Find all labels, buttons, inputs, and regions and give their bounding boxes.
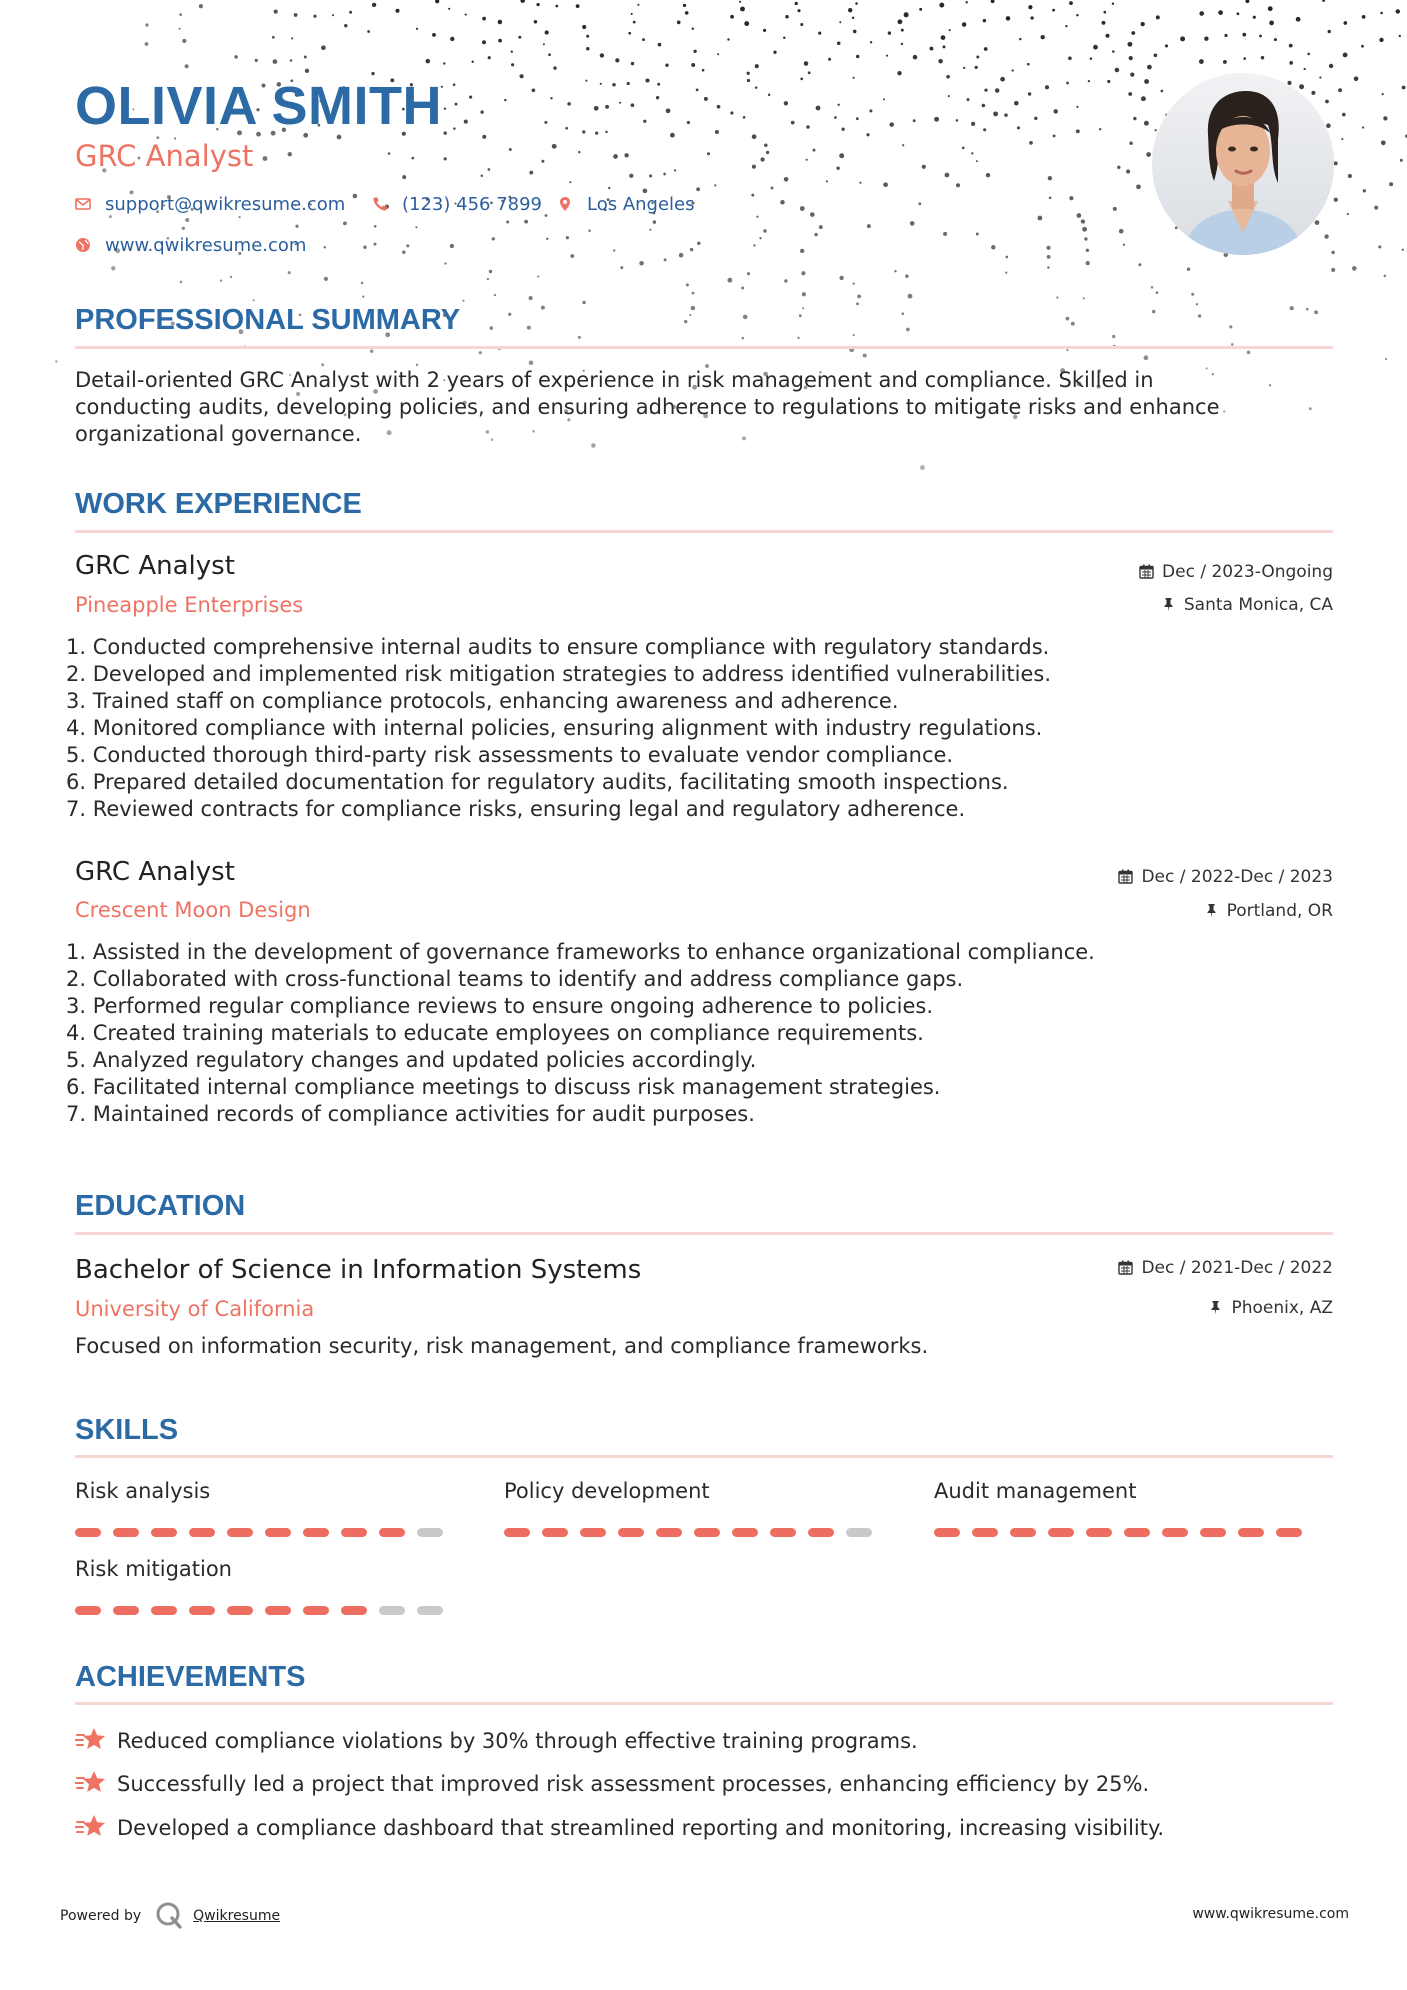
powered-by-label: Powered by xyxy=(60,1908,142,1924)
pushpin-icon xyxy=(1208,1300,1223,1315)
summary-line: Detail-oriented GRC Analyst with 2 years of experience in risk management and compliance. Skilled in xyxy=(75,368,1154,392)
phone-icon xyxy=(372,196,388,212)
achievement-text: Successfully led a project that improved risk assessment processes, enhancing efficiency by 25%. xyxy=(117,1772,1150,1796)
star-icon xyxy=(75,1813,107,1841)
list-item: 4. Monitored compliance with internal policies, ensuring alignment with industry regulations. xyxy=(66,716,1043,740)
education-location-text: Phoenix, AZ xyxy=(1231,1298,1333,1318)
achievements-divider xyxy=(75,1702,1333,1705)
skill-segment-filled xyxy=(75,1606,101,1615)
skill-name: Risk analysis xyxy=(75,1479,211,1503)
list-item: 6. Facilitated internal compliance meetings to discuss risk management strategies. xyxy=(66,1075,941,1099)
skill-segment-filled xyxy=(189,1528,215,1537)
summary-line: organizational governance. xyxy=(75,422,362,446)
skill-name: Risk mitigation xyxy=(75,1557,232,1581)
job-location-text: Santa Monica, CA xyxy=(1183,595,1333,615)
skill-segment-filled xyxy=(227,1528,253,1537)
skill-segment-filled xyxy=(341,1606,367,1615)
pushpin-icon xyxy=(1204,903,1219,918)
job-location xyxy=(1161,594,1333,616)
skill-level-bar xyxy=(934,1528,1302,1537)
qwikresume-brand-link[interactable]: Qwikresume xyxy=(193,1908,281,1924)
skill-segment-filled xyxy=(656,1528,682,1537)
list-item: 1. Conducted comprehensive internal audits to ensure compliance with regulatory standards. xyxy=(66,635,1050,659)
skill-level-bar xyxy=(504,1528,872,1537)
achievement-text: Reduced compliance violations by 30% through effective training programs. xyxy=(117,1729,918,1753)
skill-segment-filled xyxy=(542,1528,568,1537)
achievement-item xyxy=(75,1769,1149,1798)
skill-segment-filled xyxy=(151,1606,177,1615)
star-icon xyxy=(75,1726,107,1754)
job-bullets xyxy=(66,634,1051,823)
skill-segment-filled xyxy=(1048,1528,1074,1537)
list-item: 6. Prepared detailed documentation for regulatory audits, facilitating smooth inspections. xyxy=(66,770,1009,794)
job-company: Pineapple Enterprises xyxy=(75,593,304,617)
calendar-icon xyxy=(1118,869,1133,884)
job-bullets xyxy=(66,939,1095,1128)
achievement-text: Developed a compliance dashboard that streamlined reporting and monitoring, increasing visibility. xyxy=(117,1816,1165,1840)
skill-segment-filled xyxy=(1010,1528,1036,1537)
skill-segment-filled xyxy=(227,1606,253,1615)
list-item: 1. Assisted in the development of governance frameworks to enhance organizational compliance. xyxy=(66,940,1095,964)
education-description: Focused on information security, risk management, and compliance frameworks. xyxy=(75,1334,929,1358)
qwikresume-logo-icon xyxy=(155,1901,183,1929)
skill-segment-filled xyxy=(504,1528,530,1537)
candidate-role: GRC Analyst xyxy=(75,139,254,173)
skill-segment-empty xyxy=(846,1528,872,1537)
achievements-title: ACHIEVEMENTS xyxy=(75,1661,306,1693)
list-item: 3. Trained staff on compliance protocols, enhancing awareness and adherence. xyxy=(66,689,899,713)
experience-title: WORK EXPERIENCE xyxy=(75,488,362,520)
contact-website[interactable] xyxy=(75,234,306,258)
contact-website-text: www.qwikresume.com xyxy=(105,235,307,256)
profile-photo xyxy=(1152,73,1334,255)
envelope-icon xyxy=(75,196,91,212)
education-divider xyxy=(75,1232,1333,1235)
list-item: 3. Performed regular compliance reviews to ensure ongoing adherence to policies. xyxy=(66,994,934,1018)
skill-segment-filled xyxy=(341,1528,367,1537)
achievement-item xyxy=(75,1813,1164,1842)
contact-location xyxy=(557,193,695,217)
skill-segment-filled xyxy=(1124,1528,1150,1537)
skill-segment-filled xyxy=(1276,1528,1302,1537)
list-item: 5. Analyzed regulatory changes and updated policies accordingly. xyxy=(66,1048,757,1072)
skill-segment-filled xyxy=(151,1528,177,1537)
list-item: 2. Developed and implemented risk mitigation strategies to address identified vulnerabilities. xyxy=(66,662,1052,686)
skill-segment-filled xyxy=(379,1528,405,1537)
skill-segment-filled xyxy=(303,1606,329,1615)
achievement-item xyxy=(75,1726,918,1755)
summary-line: conducting audits, developing policies, and ensuring adherence to regulations to mitigate risks and enhance xyxy=(75,395,1220,419)
skill-segment-filled xyxy=(972,1528,998,1537)
job-date-text: Dec / 2022-Dec / 2023 xyxy=(1141,867,1333,887)
calendar-icon xyxy=(1139,564,1154,579)
skill-segment-filled xyxy=(303,1528,329,1537)
skill-segment-filled xyxy=(1162,1528,1188,1537)
school-name: University of California xyxy=(75,1297,315,1321)
list-item: 2. Collaborated with cross-functional teams to identify and address compliance gaps. xyxy=(66,967,964,991)
skill-segment-filled xyxy=(265,1528,291,1537)
star-icon xyxy=(75,1769,107,1797)
job-company: Crescent Moon Design xyxy=(75,898,311,922)
contact-email-text: support@qwikresume.com xyxy=(105,194,346,215)
skill-segment-filled xyxy=(808,1528,834,1537)
skill-level-bar xyxy=(75,1606,443,1615)
skill-segment-filled xyxy=(732,1528,758,1537)
job-date-text: Dec / 2023-Ongoing xyxy=(1162,562,1333,582)
skill-segment-filled xyxy=(265,1606,291,1615)
contact-email[interactable] xyxy=(75,193,345,217)
skill-level-bar xyxy=(75,1528,443,1537)
skill-segment-filled xyxy=(934,1528,960,1537)
skill-segment-empty xyxy=(417,1606,443,1615)
list-item: 7. Reviewed contracts for compliance risks, ensuring legal and regulatory adherence. xyxy=(66,797,966,821)
education-date-text: Dec / 2021-Dec / 2022 xyxy=(1141,1258,1333,1278)
list-item: 5. Conducted thorough third-party risk assessments to evaluate vendor compliance. xyxy=(66,743,954,767)
skill-segment-filled xyxy=(580,1528,606,1537)
skill-name: Policy development xyxy=(504,1479,710,1503)
pushpin-icon xyxy=(1161,597,1176,612)
footer-powered-by xyxy=(60,1901,280,1929)
summary-text xyxy=(75,367,1335,448)
skill-segment-empty xyxy=(379,1606,405,1615)
job-title: GRC Analyst xyxy=(75,857,235,887)
list-item: 4. Created training materials to educate employees on compliance requirements. xyxy=(66,1021,924,1045)
globe-icon xyxy=(75,237,91,253)
degree-title: Bachelor of Science in Information Systems xyxy=(75,1255,642,1285)
contact-location-text: Los Angeles xyxy=(587,194,695,215)
skills-divider xyxy=(75,1455,1333,1458)
list-item: 7. Maintained records of compliance activities for audit purposes. xyxy=(66,1102,755,1126)
skill-segment-filled xyxy=(189,1606,215,1615)
contact-phone[interactable] xyxy=(372,193,542,217)
skill-segment-filled xyxy=(113,1528,139,1537)
job-location-text: Portland, OR xyxy=(1226,901,1333,921)
skill-segment-filled xyxy=(75,1528,101,1537)
calendar-icon xyxy=(1118,1260,1133,1275)
skill-segment-filled xyxy=(1200,1528,1226,1537)
skill-segment-filled xyxy=(1238,1528,1264,1537)
experience-divider xyxy=(75,530,1333,533)
contact-phone-text: (123) 456 7899 xyxy=(402,194,543,215)
job-date xyxy=(1118,866,1333,888)
job-title: GRC Analyst xyxy=(75,551,235,581)
job-location xyxy=(1204,900,1333,922)
map-pin-icon xyxy=(557,196,573,212)
skill-segment-filled xyxy=(113,1606,139,1615)
footer-url[interactable]: www.qwikresume.com xyxy=(1192,1906,1349,1922)
education-location xyxy=(1208,1297,1333,1319)
skill-segment-filled xyxy=(694,1528,720,1537)
skill-segment-filled xyxy=(618,1528,644,1537)
skills-title: SKILLS xyxy=(75,1414,179,1446)
skill-segment-empty xyxy=(417,1528,443,1537)
education-title: EDUCATION xyxy=(75,1190,246,1222)
summary-title: PROFESSIONAL SUMMARY xyxy=(75,304,461,336)
summary-divider xyxy=(75,346,1333,349)
job-date xyxy=(1139,561,1333,583)
education-date xyxy=(1118,1257,1333,1279)
skill-name: Audit management xyxy=(934,1479,1137,1503)
skill-segment-filled xyxy=(1086,1528,1112,1537)
candidate-name: OLIVIA SMITH xyxy=(75,76,442,136)
skill-segment-filled xyxy=(770,1528,796,1537)
